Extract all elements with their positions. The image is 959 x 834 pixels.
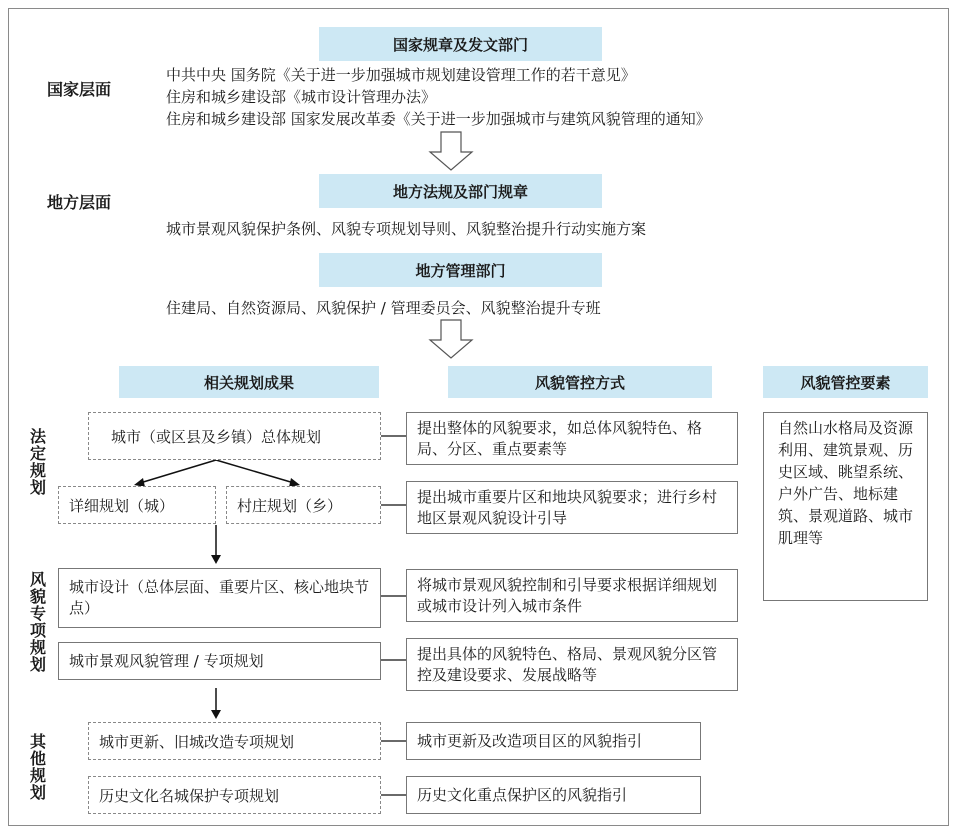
group-label-other: 其他规划 [29,732,46,802]
plan-landscape: 城市景观风貌管理 / 专项规划 [58,642,381,680]
level-label-local: 地方层面 [47,193,112,212]
plan-village: 村庄规划（乡） [226,486,381,524]
header-national-regulations: 国家规章及发文部门 [319,27,602,61]
control-elements-box: 自然山水格局及资源利用、建筑景观、历史区域、眺望系统、户外广告、地标建筑、景观道路、城市肌理等 [763,412,928,601]
local-departments-text: 住建局、自然资源局、风貌保护 / 管理委员会、风貌整治提升专班 [166,299,601,317]
arrowhead [211,710,221,719]
plan-urban-design: 城市设计（总体层面、重要片区、核心地块节点） [58,568,381,628]
method-heritage-guide: 历史文化重点保护区的风貌指引 [406,776,701,814]
column-header-elements: 风貌管控要素 [763,366,928,398]
plan-heritage: 历史文化名城保护专项规划 [88,776,381,814]
column-header-methods: 风貌管控方式 [448,366,712,398]
plan-renewal: 城市更新、旧城改造专项规划 [88,722,381,760]
method-conditions: 将城市景观风貌控制和引导要求根据详细规划或城市设计列入城市条件 [406,569,738,622]
method-renewal-guide: 城市更新及改造项目区的风貌指引 [406,722,701,760]
header-local-regulations: 地方法规及部门规章 [319,174,602,208]
national-doc-3: 住房和城乡建设部 国家发展改革委《关于进一步加强城市与建筑风貌管理的通知》 [166,110,711,128]
national-doc-1: 中共中央 国务院《关于进一步加强城市规划建设管理工作的若干意见》 [166,66,636,84]
connector-line [216,460,294,483]
national-doc-2: 住房和城乡建设部《城市设计管理办法》 [166,88,437,106]
down-arrow-icon [430,320,472,358]
level-label-national: 国家层面 [47,80,112,99]
method-district: 提出城市重要片区和地块风貌要求；进行乡村地区景观风貌设计引导 [406,481,738,534]
method-specific: 提出具体的风貌特色、格局、景观风貌分区管控及建设要求、发展战略等 [406,638,738,691]
plan-detailed: 详细规划（城） [58,486,216,524]
group-label-statutory: 法定规划 [29,427,46,497]
header-local-departments: 地方管理部门 [319,253,602,287]
column-header-plans: 相关规划成果 [119,366,379,398]
connector-line [140,460,216,483]
local-regulations-text: 城市景观风貌保护条例、风貌专项规划导则、风貌整治提升行动实施方案 [166,220,647,238]
down-arrow-icon [430,132,472,170]
method-overall: 提出整体的风貌要求，如总体风貌特色、格局、分区、重点要素等 [406,412,738,465]
plan-master: 城市（或区县及乡镇）总体规划 [88,412,381,460]
group-label-special: 风貌专项规划 [29,570,46,674]
arrowhead [211,555,221,564]
